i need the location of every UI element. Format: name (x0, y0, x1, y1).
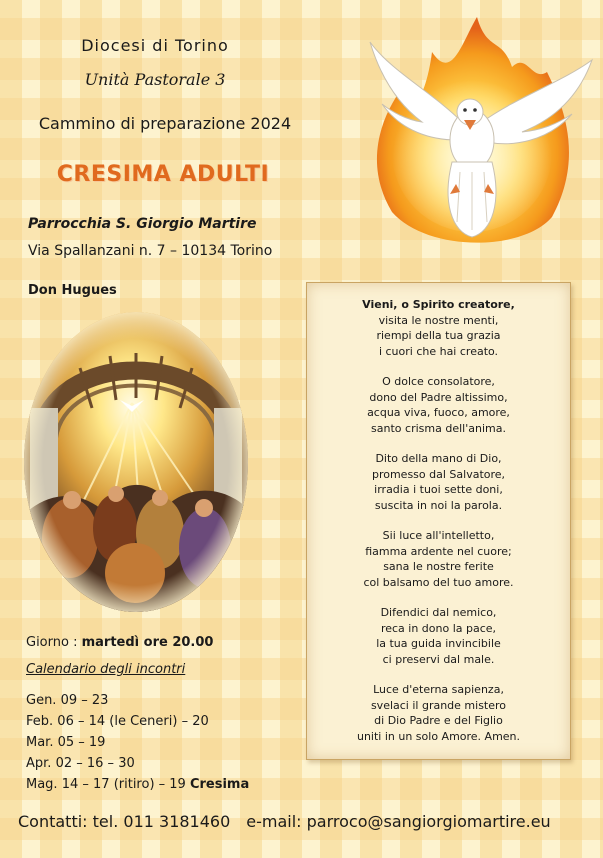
dove-with-flames-icon (352, 12, 600, 260)
parish-name: Parrocchia S. Giorgio Martire (28, 216, 257, 232)
prayer-line: reca in dono la pace, (380, 621, 497, 635)
prayer-line: O dolce consolatore, (382, 375, 495, 388)
prayer-box (306, 282, 571, 760)
date-row (26, 690, 249, 711)
prayer-stanza (315, 451, 562, 513)
email-contact[interactable]: e-mail: parroco@sangiorgiomartire.eu (246, 812, 551, 831)
date-row (26, 732, 249, 753)
phone-contact: Contatti: tel. 011 3181460 (18, 812, 231, 831)
date-row (26, 774, 249, 795)
prayer-line: la tua guida invincibile (376, 637, 501, 650)
prayer-line: acqua viva, fuoco, amore, (367, 406, 510, 419)
prayer-line: i cuori che hai creato. (378, 344, 499, 358)
prayer-line: fiamma ardente nel cuore; (365, 544, 512, 558)
cresima-label: Cresima (189, 777, 250, 792)
calendario-heading: Calendario degli incontri (26, 662, 186, 677)
date-month: Gen. (26, 693, 57, 708)
prayer-line: riempi della tua grazia (376, 329, 501, 342)
date-row (26, 711, 249, 732)
prayer-line: col balsamo del tuo amore. (363, 575, 514, 589)
prayer-stanza (315, 605, 562, 667)
date-days: 02 – 16 – 30 (55, 756, 135, 771)
diocese-title: Diocesi di Torino (81, 36, 229, 55)
prayer-line: Difendici dal nemico, (380, 606, 497, 619)
unita-pastorale: Unità Pastorale 3 (84, 70, 226, 89)
prayer-line: santo crisma dell'anima. (371, 421, 506, 435)
prayer-stanzas (315, 297, 562, 744)
prayer-line: promesso dal Salvatore, (371, 467, 506, 481)
date-month: Mar. (26, 735, 54, 750)
date-days: 05 – 19 (57, 735, 106, 750)
prayer-line: Luce d'eterna sapienza, (373, 683, 504, 696)
prayer-stanza (315, 374, 562, 436)
prayer-line: visita le nostre menti, (378, 313, 499, 327)
parish-address: Via Spallanzani n. 7 – 10134 Torino (28, 243, 273, 259)
prayer-line: svelaci il grande mistero (370, 698, 507, 712)
prayer-stanza (315, 297, 562, 359)
date-month: Feb. (26, 714, 54, 729)
date-days: 06 – 14 (le Ceneri) – 20 (57, 714, 209, 729)
priest-name: Don Hugues (28, 283, 117, 298)
cammino-subtitle: Cammino di preparazione 2024 (38, 114, 292, 133)
prayer-line: sana le nostre ferite (383, 560, 494, 573)
pentecost-painting (20, 308, 252, 616)
date-month: Apr. (26, 756, 52, 771)
prayer-line: di Dio Padre e del Figlio (374, 714, 503, 727)
prayer-line: Vieni, o Spirito creatore, (362, 298, 515, 311)
prayer-line: Dito della mano di Dio, (375, 452, 502, 465)
prayer-line: uniti in un solo Amore. Amen. (356, 729, 521, 743)
prayer-stanza (315, 528, 562, 590)
meeting-day (26, 635, 213, 650)
date-row (26, 753, 249, 774)
giorno-label: Giorno : (26, 635, 78, 650)
giorno-value: martedì ore 20.00 (81, 635, 214, 650)
date-month: Mag. (26, 777, 58, 792)
prayer-line: dono del Padre altissimo, (369, 390, 508, 404)
prayer-line: ci preservi dal male. (382, 652, 495, 666)
prayer-line: irradia i tuoi sette doni, (374, 483, 503, 496)
prayer-stanza (315, 682, 562, 744)
date-days: 09 – 23 (60, 693, 109, 708)
dates-list (26, 690, 249, 795)
contacts-line (18, 812, 598, 831)
page-title: CRESIMA ADULTI (56, 162, 270, 187)
date-days: 14 – 17 (ritiro) – 19 (61, 777, 186, 792)
prayer-line: suscita in noi la parola. (374, 498, 503, 512)
prayer-line: Sii luce all'intelletto, (382, 529, 495, 542)
